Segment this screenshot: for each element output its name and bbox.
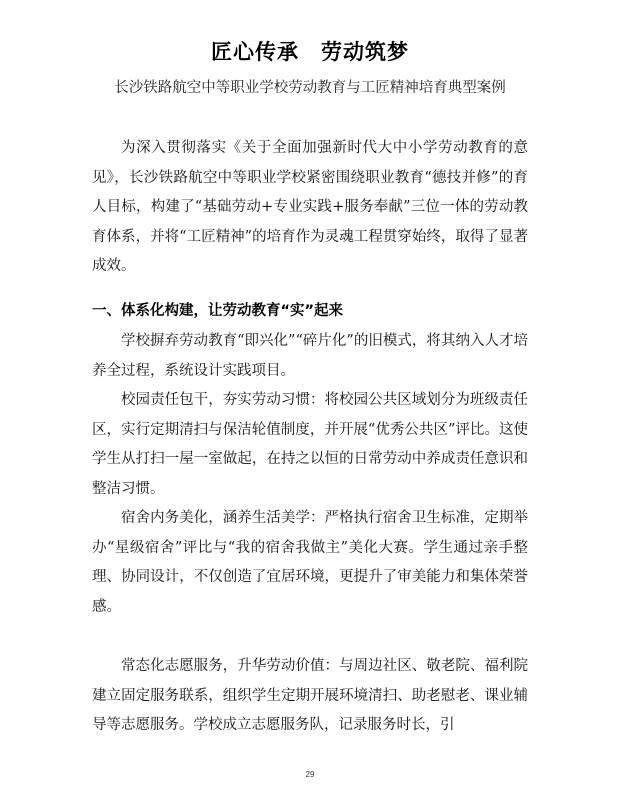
page-number: 29: [305, 770, 315, 779]
paragraph-volunteer-service: 常态化志愿服务，升华劳动价值：与周边社区、敬老院、福利院建立固定服务联系，组织学生定期开展环境清扫、助老慰老、课业辅导等志愿服务。学校成立志愿服务队，记录服务时长，引: [92, 658, 528, 733]
paragraph-dormitory: 宿舍内务美化，涵养生活美学：严格执行宿舍卫生标准，定期举办“星级宿舍”评比与“我的宿舍我做主”美化大赛。学生通过亲手整理、协同设计，不仅创造了宜居环境，更提升了审美能力和集体荣誉感。: [92, 510, 528, 615]
paragraph-system-design: 学校摒弃劳动教育“即兴化”“碎片化”的旧模式，将其纳入人才培养全过程，系统设计实践项目。: [92, 333, 528, 379]
page-subtitle: 长沙铁路航空中等职业学校劳动教育与工匠精神培育典型案例: [114, 80, 506, 96]
page-title: 匠心传承 劳动筑梦: [211, 40, 409, 64]
intro-paragraph: 为深入贯彻落实《关于全面加强新时代大中小学劳动教育的意见》，长沙铁路航空中等职业学校紧密围绕职业教育“德技并修”的育人目标，构建了“基础劳动+专业实践+服务奉献”三位一体的劳动教育体系，并将“工匠精神”的培育作为灵魂工程贯穿始终，取得了显著成效。: [92, 140, 528, 274]
paragraph-campus-responsibility: 校园责任包干，夯实劳动习惯：将校园公共区域划分为班级责任区，实行定期清扫与保洁轮值制度，并开展“优秀公共区”评比。这使学生从打扫一屋一室做起，在持之以恒的日常劳动中养成责任意识和整洁习惯。: [92, 392, 528, 497]
section-heading: 一、体系化构建，让劳动教育“实”起来: [92, 303, 344, 319]
